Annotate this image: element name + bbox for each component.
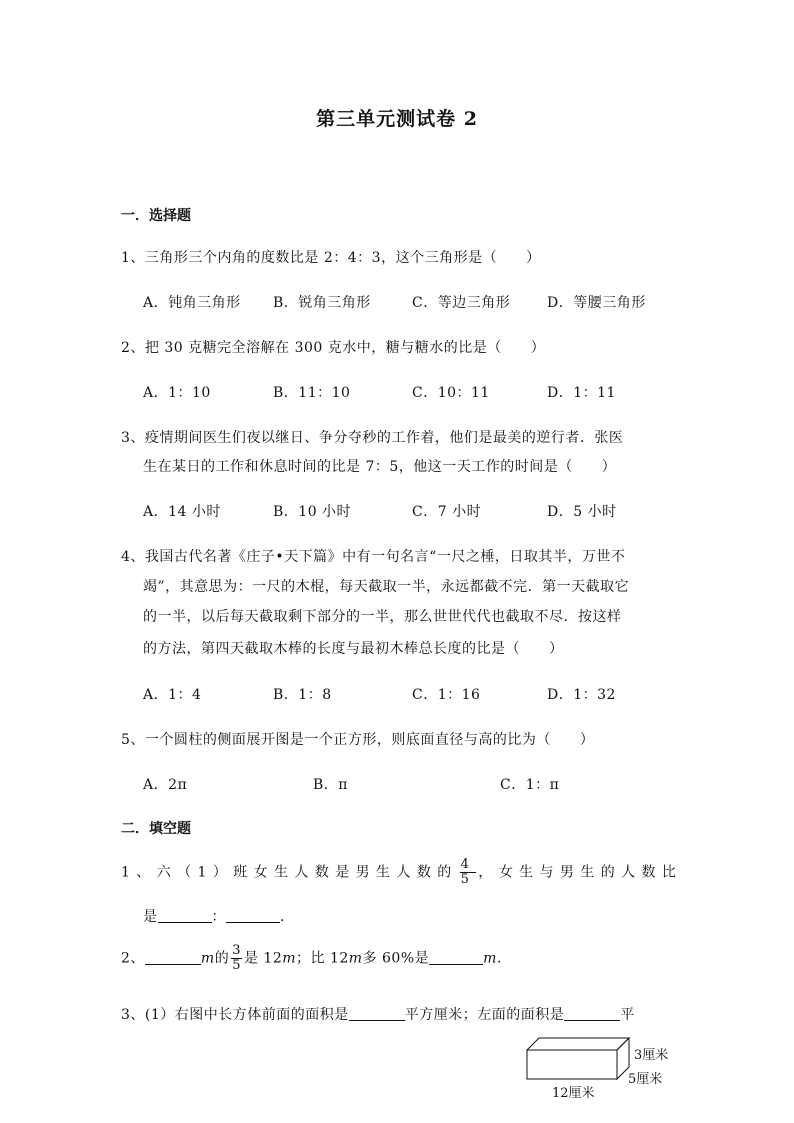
page-title: 第三单元测试卷 2 bbox=[316, 108, 478, 130]
q5-option-c: C．1：π bbox=[500, 777, 560, 793]
question-1-text: 1、三角形三个内角的度数比是 2：4：3，这个三角形是（ ） bbox=[121, 250, 541, 266]
q2-option-c: C．10：11 bbox=[412, 385, 490, 401]
cuboid-drawing bbox=[526, 1036, 636, 1086]
answer-blank[interactable] bbox=[158, 908, 212, 923]
cuboid-top-face bbox=[527, 1038, 629, 1050]
period: ． bbox=[280, 909, 295, 925]
fill-question-1-line-2 bbox=[143, 906, 295, 926]
question-4-line-4: 的方法，第四天截取木棒的长度与最初木棒总长度的比是（ ） bbox=[143, 641, 564, 657]
fill-question-1-line-1 bbox=[121, 858, 682, 887]
answer-blank[interactable] bbox=[429, 950, 483, 965]
q3-option-b: B．10 小时 bbox=[273, 504, 352, 520]
q5-option-b: B．π bbox=[313, 777, 348, 793]
q1-option-c: C．等边三角形 bbox=[412, 295, 511, 311]
question-4-line-3: 的一半，以后每天截取剩下部分的一半，那么世世代代也截取不尽．按这样 bbox=[143, 609, 622, 625]
question-2-text: 2、把 30 克糖完全溶解在 300 克水中，糖与糖水的比是（ ） bbox=[121, 340, 546, 356]
fill-question-2 bbox=[121, 944, 511, 973]
fill-q1-prefix: 1、六（1）班女生人数是男生人数的 bbox=[121, 864, 458, 881]
answer-blank[interactable] bbox=[226, 908, 280, 923]
fill-q1-suffix: ，女生与男生的人数比 bbox=[478, 864, 683, 881]
question-4-line-1: 4、我国古代名著《庄子•天下篇》中有一句名言“一尺之棰，日取其半，万世不 bbox=[121, 549, 626, 565]
q5-option-a: A．2π bbox=[143, 777, 188, 793]
fill-q2-mid2: ；比 12 bbox=[296, 950, 349, 967]
fraction-numerator: 3 bbox=[232, 943, 241, 958]
fraction-denominator: 5 bbox=[232, 958, 241, 973]
q4-option-a: A．1：4 bbox=[143, 687, 202, 703]
q3-option-d: D．5 小时 bbox=[547, 504, 617, 520]
height-label: 3厘米 bbox=[634, 1048, 669, 1063]
answer-blank[interactable] bbox=[145, 950, 201, 965]
fill-q3-mid: 平方厘米；左面的面积是 bbox=[404, 1007, 565, 1023]
section-heading-fill: 二．填空题 bbox=[121, 821, 191, 837]
question-3-line-1: 3、疫情期间医生们夜以继日、争分夺秒的工作着，他们是最美的逆行者．张医 bbox=[121, 430, 624, 446]
length-label: 12厘米 bbox=[552, 1086, 595, 1101]
ratio-colon: ： bbox=[211, 909, 226, 925]
q1-option-b: B．锐角三角形 bbox=[273, 295, 371, 311]
fill-q3-end: 平 bbox=[620, 1007, 635, 1023]
q4-option-c: C．1：16 bbox=[412, 687, 481, 703]
fill-q2-prefix: 2、 bbox=[121, 950, 145, 967]
fill-q2-de: 的 bbox=[214, 950, 230, 967]
fraction-numerator: 4 bbox=[460, 857, 476, 872]
period: ． bbox=[496, 950, 512, 967]
question-4-line-2: 竭”，其意思为：一尺的木棍，每天截取一半，永远都截不完．第一天截取它 bbox=[143, 579, 630, 595]
fraction-four-fifths bbox=[460, 858, 477, 887]
fraction-denominator: 5 bbox=[460, 872, 476, 887]
fraction-three-fifths bbox=[231, 944, 242, 973]
fill-q1-line2-prefix: 是 bbox=[143, 909, 158, 925]
q3-option-c: C．7 小时 bbox=[412, 504, 482, 520]
q3-option-a: A．14 小时 bbox=[143, 504, 221, 520]
q4-option-b: B．1：8 bbox=[273, 687, 332, 703]
q2-option-d: D．1：11 bbox=[547, 385, 616, 401]
q2-option-b: B．11：10 bbox=[273, 385, 351, 401]
unit-m: m bbox=[348, 950, 363, 967]
q4-option-d: D．1：32 bbox=[547, 687, 616, 703]
q1-option-d: D．等腰三角形 bbox=[547, 295, 646, 311]
cuboid-front-face bbox=[527, 1050, 617, 1079]
unit-m: m bbox=[200, 950, 215, 967]
fill-q2-mid: 是 12 bbox=[243, 950, 283, 967]
answer-blank[interactable] bbox=[349, 1006, 405, 1021]
question-5-text: 5、一个圆柱的侧面展开图是一个正方形，则底面直径与高的比为（ ） bbox=[121, 732, 595, 748]
answer-blank[interactable] bbox=[564, 1006, 620, 1021]
q2-option-a: A．1：10 bbox=[143, 385, 211, 401]
q1-option-a: A．钝角三角形 bbox=[143, 295, 241, 311]
fill-q2-mid3: 多 60%是 bbox=[362, 950, 430, 967]
section-heading-choice: 一．选择题 bbox=[121, 208, 191, 224]
question-3-line-2: 生在某日的工作和休息时间的比是 7：5，他这一天工作的时间是（ ） bbox=[143, 459, 617, 475]
unit-m: m bbox=[483, 950, 497, 967]
fill-q3-prefix: 3、(1）右图中长方体前面的面积是 bbox=[121, 1007, 349, 1023]
depth-label: 5厘米 bbox=[628, 1072, 663, 1087]
fill-question-3 bbox=[121, 1004, 635, 1024]
cuboid-figure bbox=[520, 1030, 720, 1100]
unit-m: m bbox=[282, 950, 297, 967]
